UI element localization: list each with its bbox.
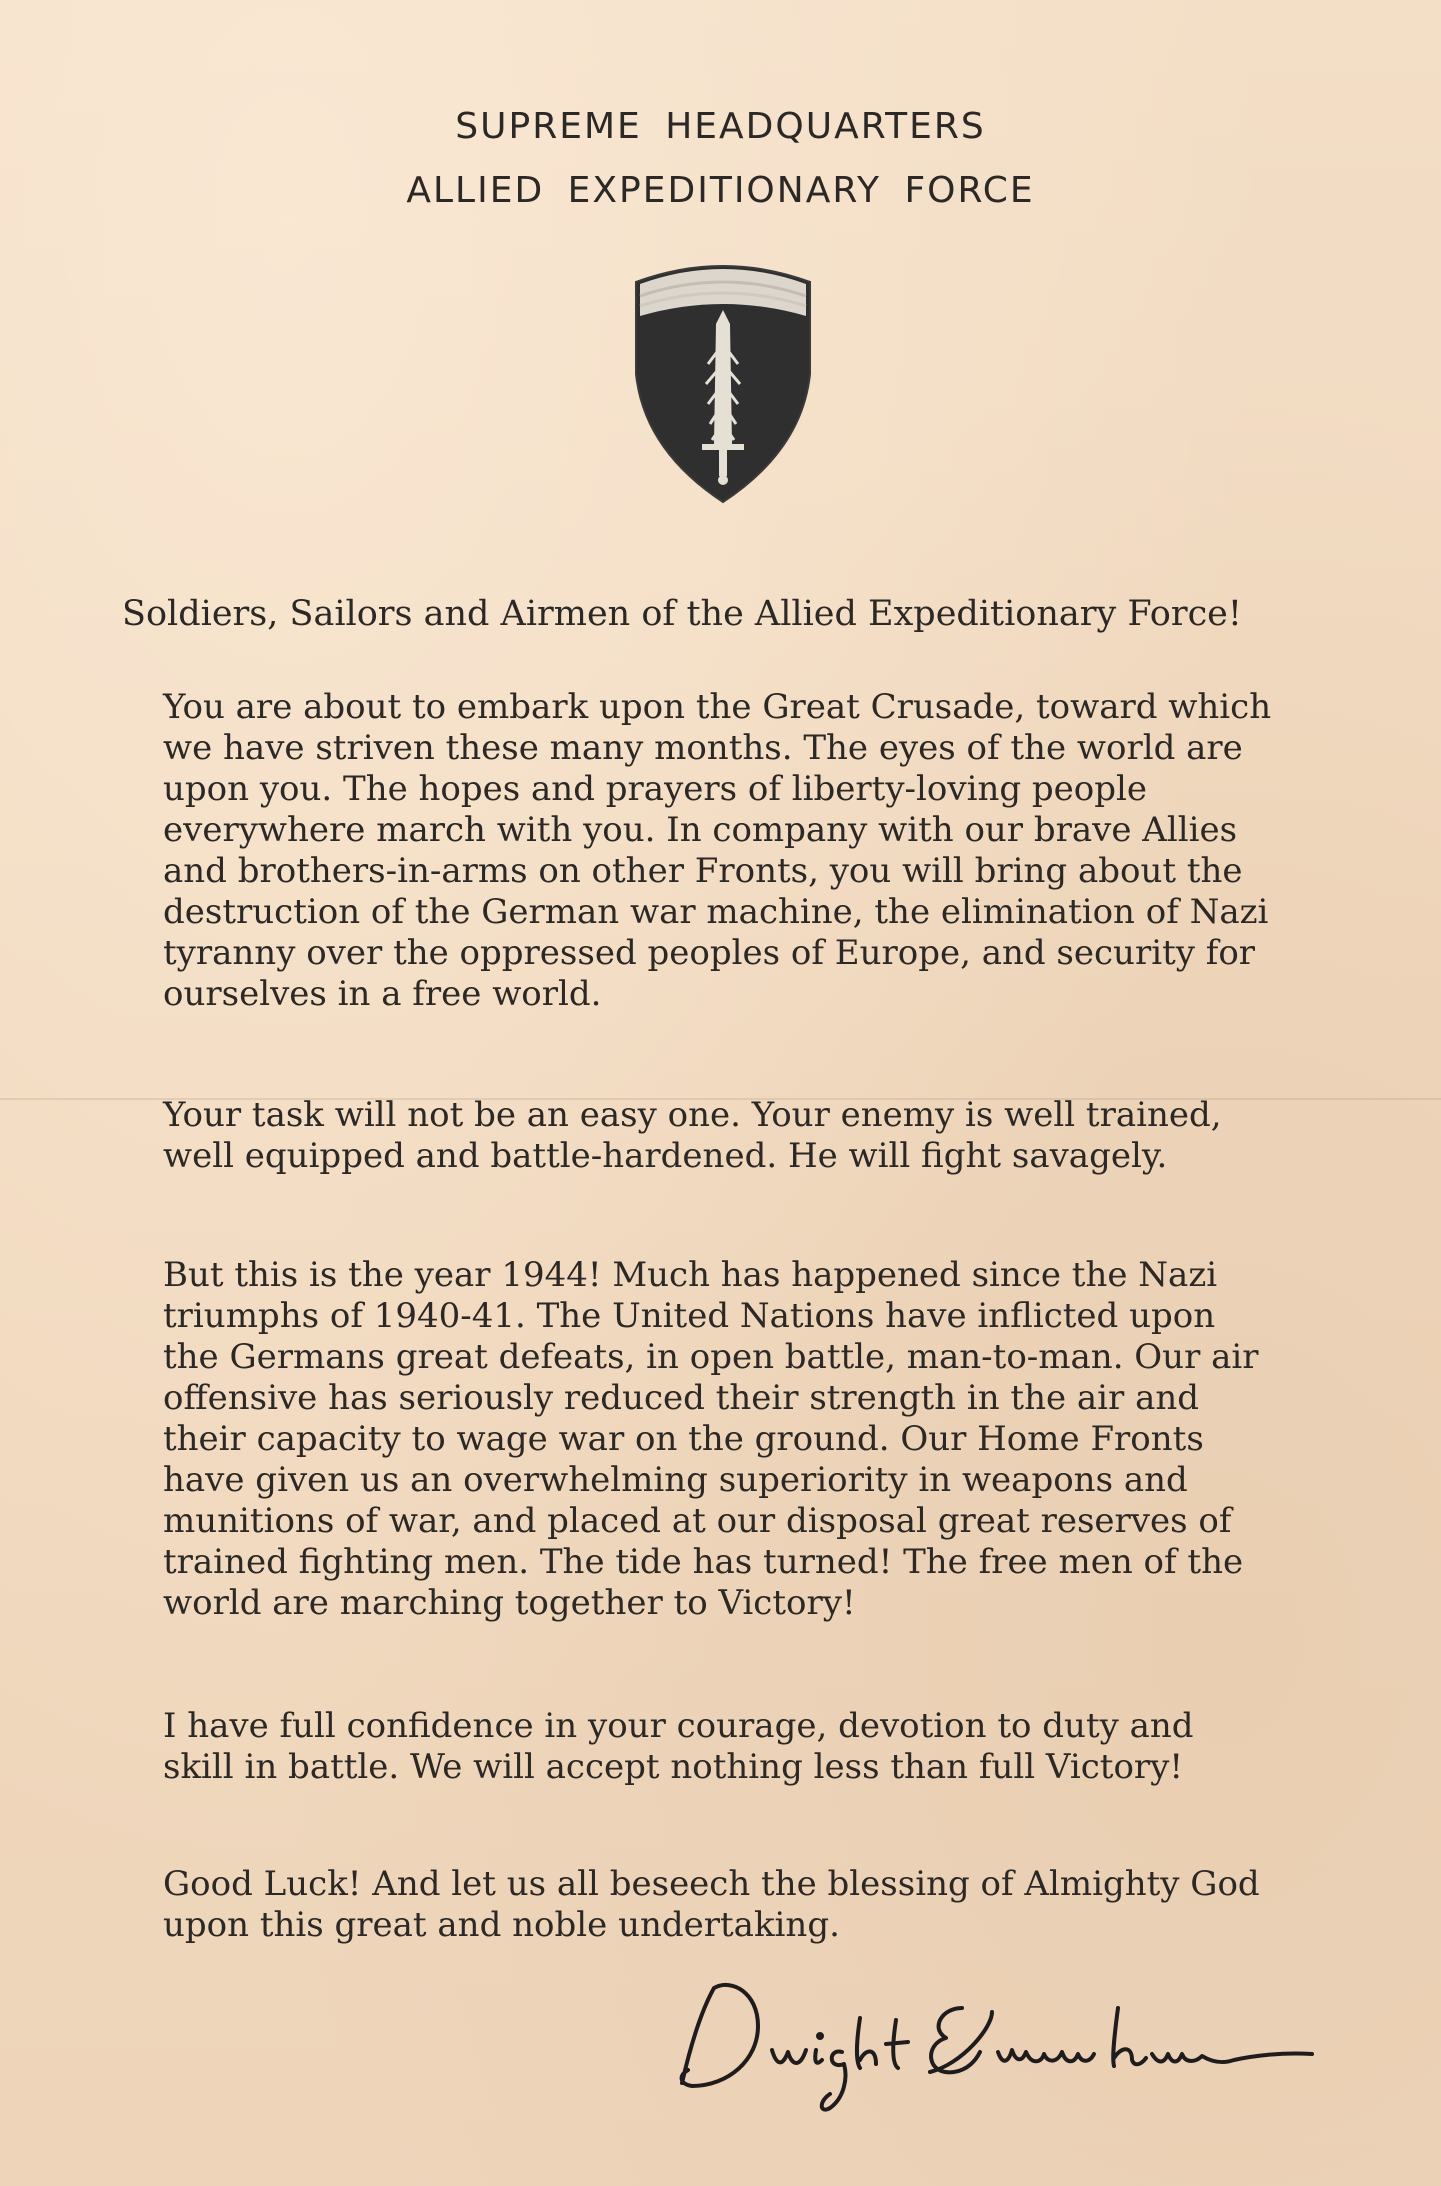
header-line-2: ALLIED EXPEDITIONARY FORCE [406, 170, 1035, 211]
paragraph-1: You are about to embark upon the Great Crusade, toward which we have striven these many months. The eyes of the world are upon you. The hopes and prayers of liberty-loving people everywhere march with you. In company with our brave Allies and brothers-in-arms on other Fronts, you will bring about the destruction of the German war machine, the elimination of Nazi tyranny over the oppressed peoples of Europe, and security for ourselves in a free world. [163, 687, 1272, 1014]
paragraph-5: Good Luck! And let us all beseech the blessing of Almighty God upon this great and noble undertaking. [163, 1864, 1260, 1945]
paragraph-3: But this is the year 1944! Much has happened since the Nazi triumphs of 1940-41. The United Nations have inflicted upon the Germans great defeats, in open battle, man-to-man. Our air offensive has seriously reduced their strength in the air and their capacity to wage war on the ground. Our Home Fronts have given us an overwhelming superiority in weapons and munitions of war, and placed at our disposal great reserves of trained fighting men. The tide has turned! The free men of the world are marching together to Victory! [163, 1255, 1259, 1623]
shaef-shoulder-sleeve-insignia-icon [628, 254, 818, 504]
paragraph-2: Your task will not be an easy one. Your enemy is well trained, well equipped and battle-hardened. He will fight savagely. [163, 1095, 1222, 1176]
handwritten-signature-icon [662, 1968, 1352, 2118]
salutation: Soldiers, Sailors and Airmen of the Allied Expeditionary Force! [122, 594, 1242, 634]
paragraph-4: I have full confidence in your courage, devotion to duty and skill in battle. We will accept nothing less than full Victory! [163, 1706, 1194, 1787]
header-line-1: SUPREME HEADQUARTERS [455, 106, 986, 147]
